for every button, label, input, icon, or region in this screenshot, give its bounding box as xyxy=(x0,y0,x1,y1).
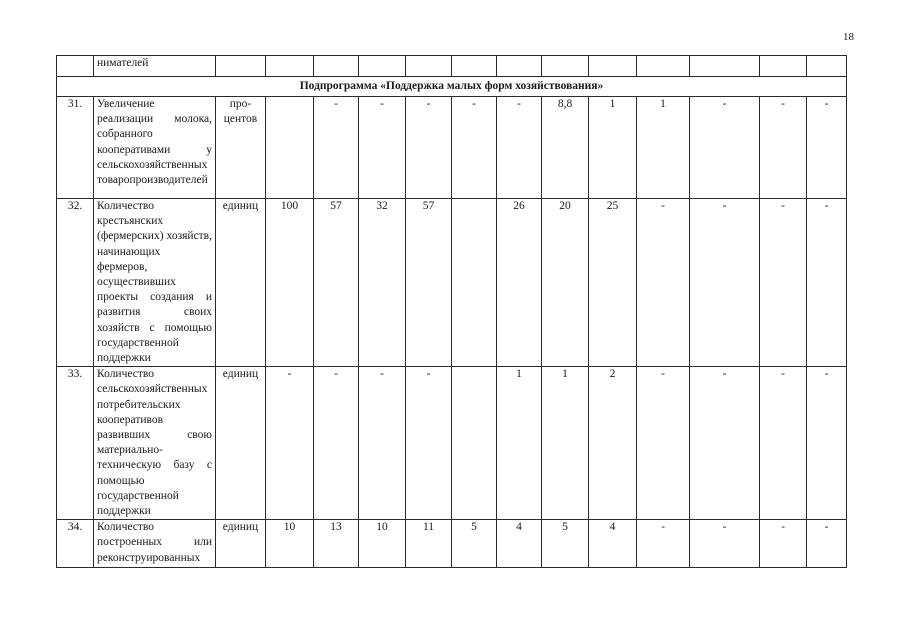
cell-num xyxy=(57,56,94,77)
cell-value: 13 xyxy=(314,520,359,568)
cell-value: - xyxy=(406,367,452,520)
table-row xyxy=(57,520,847,568)
cell-value: 1 xyxy=(497,367,542,520)
cell-value: - xyxy=(690,199,760,367)
cell-value xyxy=(589,56,637,77)
cell-value xyxy=(452,367,497,520)
row-number: 31. xyxy=(57,97,94,199)
cell-value: 1 xyxy=(637,97,690,199)
cell-value: 57 xyxy=(406,199,452,367)
cell-value xyxy=(452,56,497,77)
cell-value: - xyxy=(266,367,314,520)
cell-unit xyxy=(216,56,266,77)
cell-value: - xyxy=(497,97,542,199)
page-number: 18 xyxy=(843,31,854,43)
cell-value xyxy=(266,97,314,199)
cell-value xyxy=(760,56,807,77)
cell-value xyxy=(359,56,406,77)
cell-value: - xyxy=(452,97,497,199)
unit-cell: про- центов xyxy=(216,97,266,199)
cell-value: - xyxy=(690,97,760,199)
cell-value: - xyxy=(406,97,452,199)
cell-value: 10 xyxy=(359,520,406,568)
cell-value xyxy=(637,56,690,77)
cell-value: - xyxy=(359,367,406,520)
indicator-name: Количество крестьянских (фермерских) хозяйств, начинающих фермеров, осуществивших проекты создания и развития своих хозяйств с помощью государственной поддержки xyxy=(94,199,216,367)
cell-value: - xyxy=(637,367,690,520)
cell-value: - xyxy=(690,520,760,568)
cell-value xyxy=(452,199,497,367)
cell-value: - xyxy=(690,367,760,520)
cell-value: 32 xyxy=(359,199,406,367)
cell-value: - xyxy=(760,97,807,199)
cell-value: - xyxy=(359,97,406,199)
row-number: 34. xyxy=(57,520,94,568)
cell-value: - xyxy=(637,199,690,367)
indicator-name: Увеличение реализации молока, собранного кооперативами у сельскохозяйственных товаропроизводителей xyxy=(94,97,216,199)
section-title: Подпрограмма «Поддержка малых форм хозяйствования» xyxy=(57,77,847,97)
cell-value: - xyxy=(760,199,807,367)
cell-value: 10 xyxy=(266,520,314,568)
row-number: 32. xyxy=(57,199,94,367)
cell-value: 8,8 xyxy=(542,97,589,199)
cell-value: 26 xyxy=(497,199,542,367)
row-number: 33. xyxy=(57,367,94,520)
cell-value: - xyxy=(314,367,359,520)
cell-value: 25 xyxy=(589,199,637,367)
cell-value: 100 xyxy=(266,199,314,367)
table-row xyxy=(57,367,847,520)
cell-value: 4 xyxy=(589,520,637,568)
cell-value xyxy=(542,56,589,77)
cell-name: нимателей xyxy=(94,56,216,77)
cell-value: 20 xyxy=(542,199,589,367)
cell-value: - xyxy=(807,520,847,568)
cell-value: - xyxy=(314,97,359,199)
cell-value: 5 xyxy=(452,520,497,568)
cell-value: 1 xyxy=(589,97,637,199)
cell-value: - xyxy=(807,97,847,199)
table-row xyxy=(57,199,847,367)
cell-value: - xyxy=(760,367,807,520)
cell-value xyxy=(497,56,542,77)
cell-value: 11 xyxy=(406,520,452,568)
cell-value: - xyxy=(807,199,847,367)
cell-value: - xyxy=(760,520,807,568)
cell-value: 2 xyxy=(589,367,637,520)
cell-value: 1 xyxy=(542,367,589,520)
unit-cell: единиц xyxy=(216,199,266,367)
cell-value: 4 xyxy=(497,520,542,568)
cell-value: - xyxy=(807,367,847,520)
table-row xyxy=(57,97,847,199)
indicator-name: Количество построенных или реконструированных xyxy=(94,520,216,568)
unit-cell: единиц xyxy=(216,520,266,568)
cell-value xyxy=(406,56,452,77)
cell-value: 57 xyxy=(314,199,359,367)
cell-value xyxy=(266,56,314,77)
table-row-continued xyxy=(57,56,847,77)
cell-value: - xyxy=(637,520,690,568)
cell-value: 5 xyxy=(542,520,589,568)
unit-cell: единиц xyxy=(216,367,266,520)
cell-value xyxy=(807,56,847,77)
indicator-name: Количество сельскохозяйственных потребительских кооперативов развивших свою материально-техническую базу с помощью государственной поддержки xyxy=(94,367,216,520)
cell-value xyxy=(314,56,359,77)
section-header-row xyxy=(57,77,847,97)
cell-value xyxy=(690,56,760,77)
indicators-table xyxy=(56,55,847,568)
